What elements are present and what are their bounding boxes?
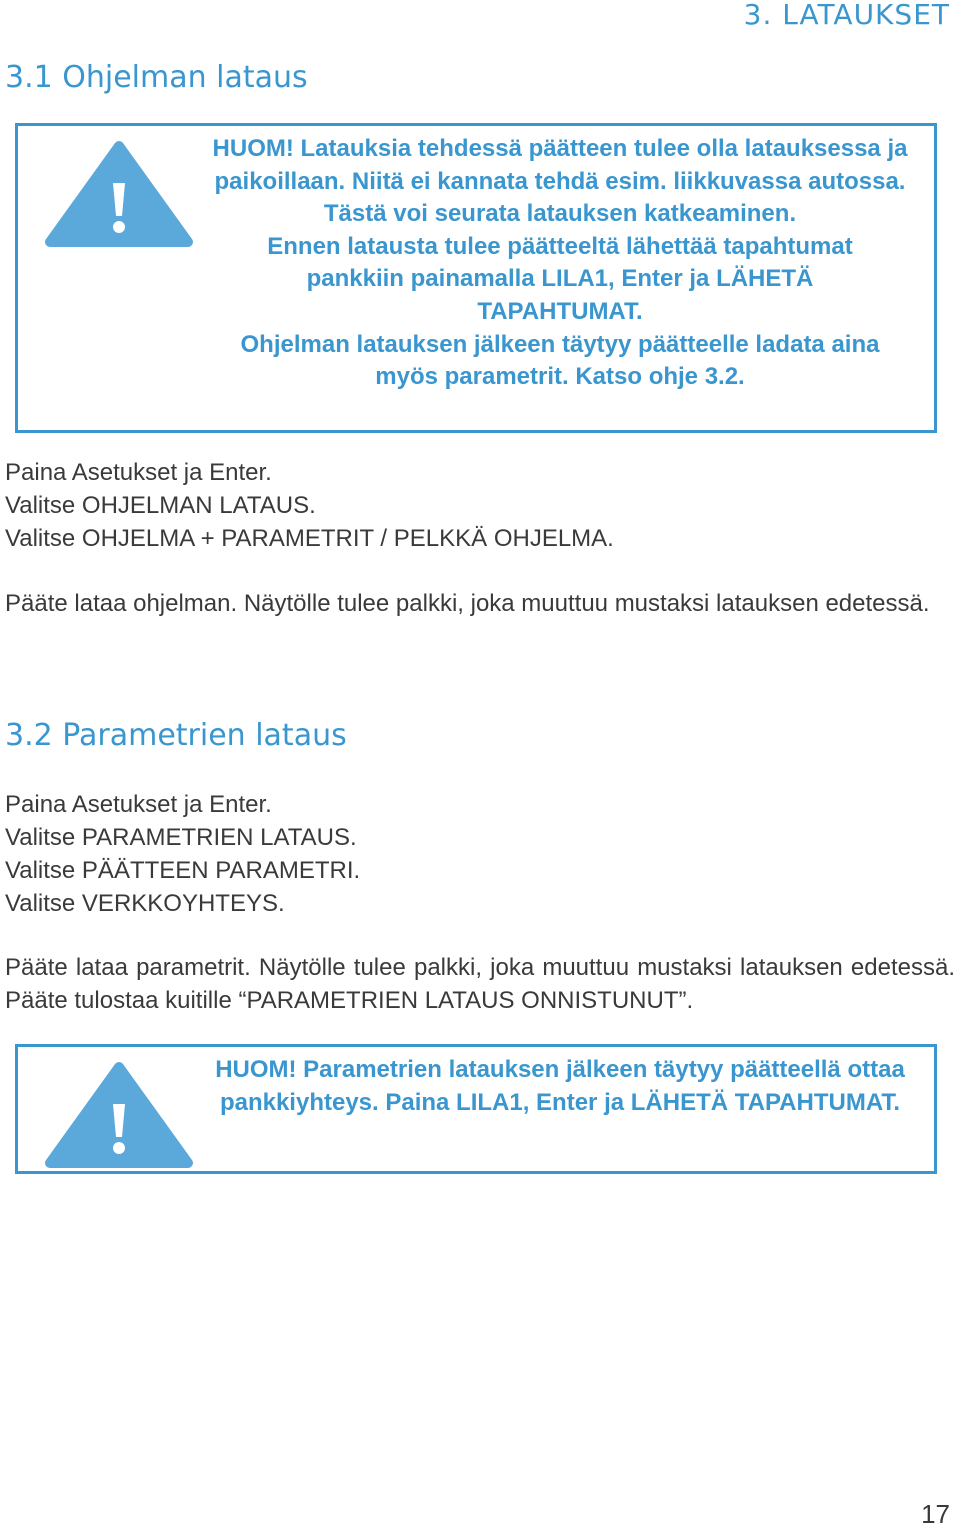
warning-triangle-icon [44, 1059, 194, 1169]
warning-text [190, 133, 930, 394]
page-number: 17 [921, 1499, 950, 1529]
chapter-header: 3. LATAUKSET [743, 0, 950, 31]
warning-paragraph: HUOM! Latauksia tehdessä päätteen tulee olla latauksessa ja paikoillaan. Niitä ei kannata tehdä esim. liikkuvassa autossa. Tästä voi seurata latauksen katkeaminen. [212, 135, 908, 228]
step-line: Valitse VERKKOYHTEYS. [5, 890, 285, 917]
section-title-program-download: 3.1 Ohjelman lataus [5, 60, 308, 95]
step-line: Valitse PARAMETRIEN LATAUS. [5, 824, 357, 851]
warning-text [200, 1054, 920, 1119]
steps-parameter-download [5, 788, 955, 920]
result-parameter-download [5, 951, 955, 1017]
step-line: Valitse PÄÄTTEEN PARAMETRI. [5, 857, 361, 884]
steps-program-download [5, 456, 955, 555]
step-line: Paina Asetukset ja Enter. [5, 459, 272, 486]
warning-triangle-icon [44, 138, 194, 248]
result-paragraph: Pääte lataa ohjelman. Näytölle tulee palkki, joka muuttuu mustaksi latauksen edetessä. [5, 590, 930, 617]
step-line: Valitse OHJELMAN LATAUS. [5, 492, 316, 519]
step-line: Paina Asetukset ja Enter. [5, 791, 272, 818]
warning-box-program [15, 123, 937, 433]
warning-paragraph: Ohjelman latauksen jälkeen täytyy päätteelle ladata aina myös parametrit. Katso ohje 3.2. [240, 330, 880, 391]
warning-paragraph: HUOM! Parametrien latauksen jälkeen täytyy päätteellä ottaa pankkiyhteys. Paina LILA1, Enter ja LÄHETÄ TAPAHTUMAT. [215, 1056, 905, 1116]
section-title-parameter-download: 3.2 Parametrien lataus [5, 718, 347, 753]
result-paragraph: Pääte lataa parametrit. Näytölle tulee palkki, joka muuttuu mustaksi latauksen edetessä. Pääte tulostaa kuitille “PARAMETRIEN LATAUS ONNISTUNUT”. [5, 954, 955, 1014]
warning-box-parameters [15, 1044, 937, 1174]
step-line: Valitse OHJELMA + PARAMETRIT / PELKKÄ OHJELMA. [5, 525, 614, 552]
result-program-download [5, 587, 955, 620]
warning-paragraph: Ennen latausta tulee päätteeltä lähettää tapahtumat pankkiin painamalla LILA1, Enter ja LÄHETÄ TAPAHTUMAT. [267, 232, 853, 325]
